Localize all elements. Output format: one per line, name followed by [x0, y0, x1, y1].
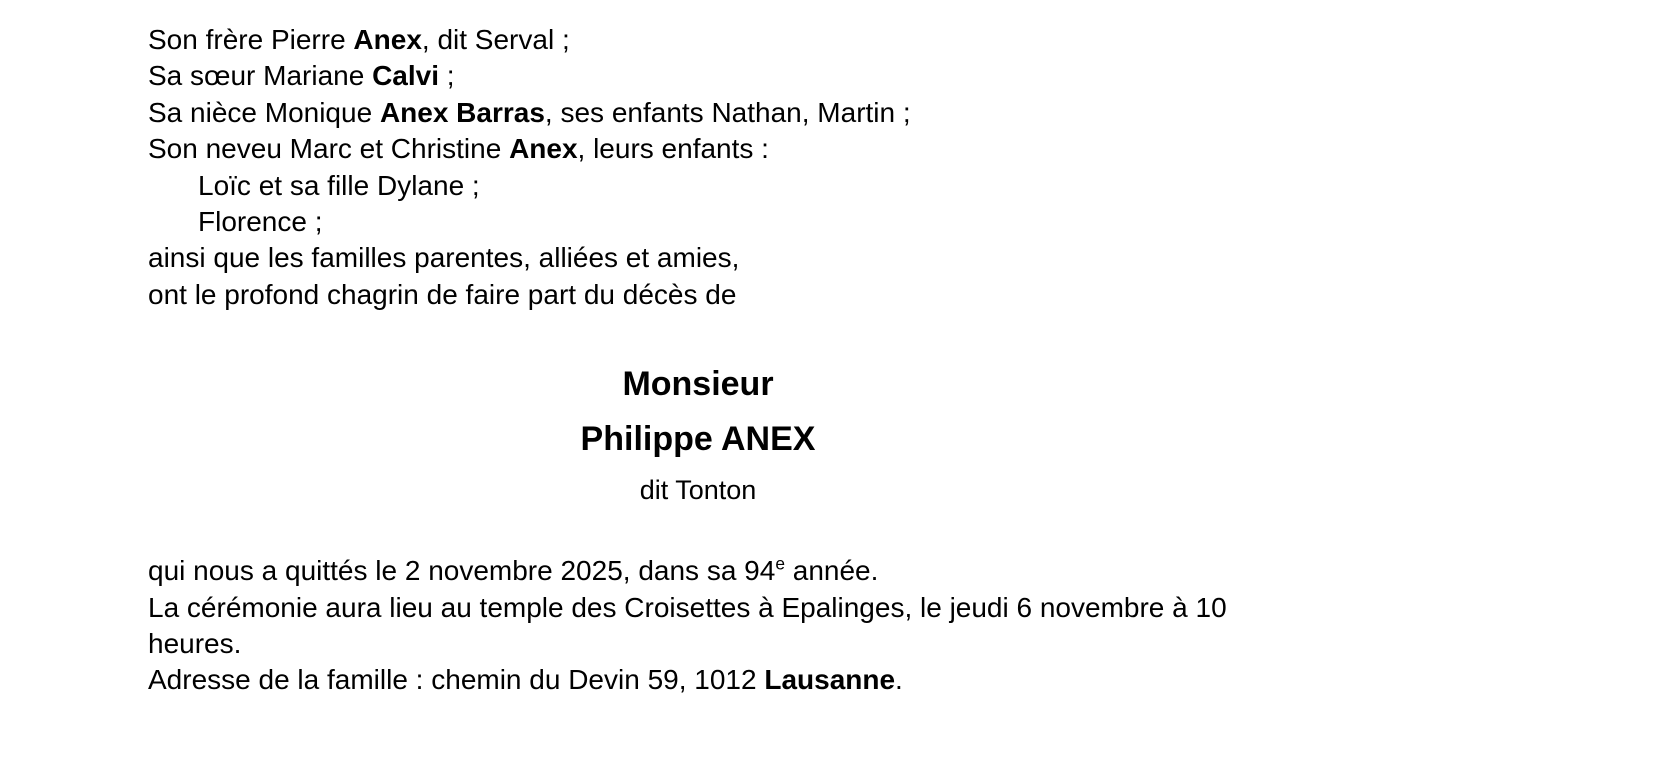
text-run: Son neveu Marc et Christine — [148, 133, 510, 165]
deceased-block — [148, 357, 1248, 513]
deceased-nickname: dit Tonton — [639, 475, 757, 506]
text-run: qui nous a quittés le 2 novembre 2025, dans sa 94 — [148, 555, 776, 587]
text-run: Florence ; — [198, 206, 323, 238]
ceremony-details-block — [148, 553, 1248, 699]
text-run: , dit Serval ; — [421, 24, 570, 55]
text-run: , leurs enfants : — [577, 133, 769, 165]
notice-line — [148, 277, 1248, 313]
notice-line — [148, 95, 1248, 131]
text-run: . — [895, 664, 903, 696]
text-run: ; — [439, 60, 455, 92]
notice-line — [148, 131, 1248, 167]
notice-line — [148, 204, 1248, 240]
notice-line — [148, 22, 1248, 58]
notice-body — [148, 22, 1248, 699]
notice-line — [148, 168, 1248, 204]
notice-line — [148, 590, 1248, 663]
text-run: année. — [784, 555, 879, 587]
emphasis-name: Calvi — [372, 60, 440, 92]
notice-line — [148, 240, 1248, 276]
deceased-title: Monsieur — [622, 365, 774, 404]
deceased-name: Philippe ANEX — [580, 420, 816, 459]
text-run: Sa nièce Monique — [148, 96, 380, 128]
text-run: Sa sœur Mariane — [148, 60, 373, 92]
notice-line — [148, 553, 1248, 589]
text-run: , ses enfants Nathan, Martin ; — [544, 96, 911, 128]
text-run: Adresse de la famille : chemin du Devin 59, 1012 — [148, 664, 765, 696]
emphasis-name: Anex Barras — [379, 96, 545, 128]
emphasis-name: Anex — [353, 24, 422, 55]
notice-line — [148, 58, 1248, 94]
emphasis-name: Lausanne — [764, 664, 896, 696]
family-announcement-block — [148, 22, 1248, 313]
text-run: ainsi que les familles parentes, alliées et amies, — [148, 242, 740, 274]
emphasis-name: Anex — [509, 133, 578, 165]
ordinal-suffix: e — [775, 553, 785, 574]
notice-line — [148, 662, 1248, 698]
text-run: Loïc et sa fille Dylane ; — [198, 169, 480, 201]
text-run: ont le profond chagrin de faire part du décès de — [148, 278, 737, 310]
text-run: Son frère Pierre — [148, 24, 354, 55]
text-run: La cérémonie aura lieu au temple des Croisettes à Epalinges, le jeudi 6 novembre à 10 heures. — [148, 591, 1235, 660]
